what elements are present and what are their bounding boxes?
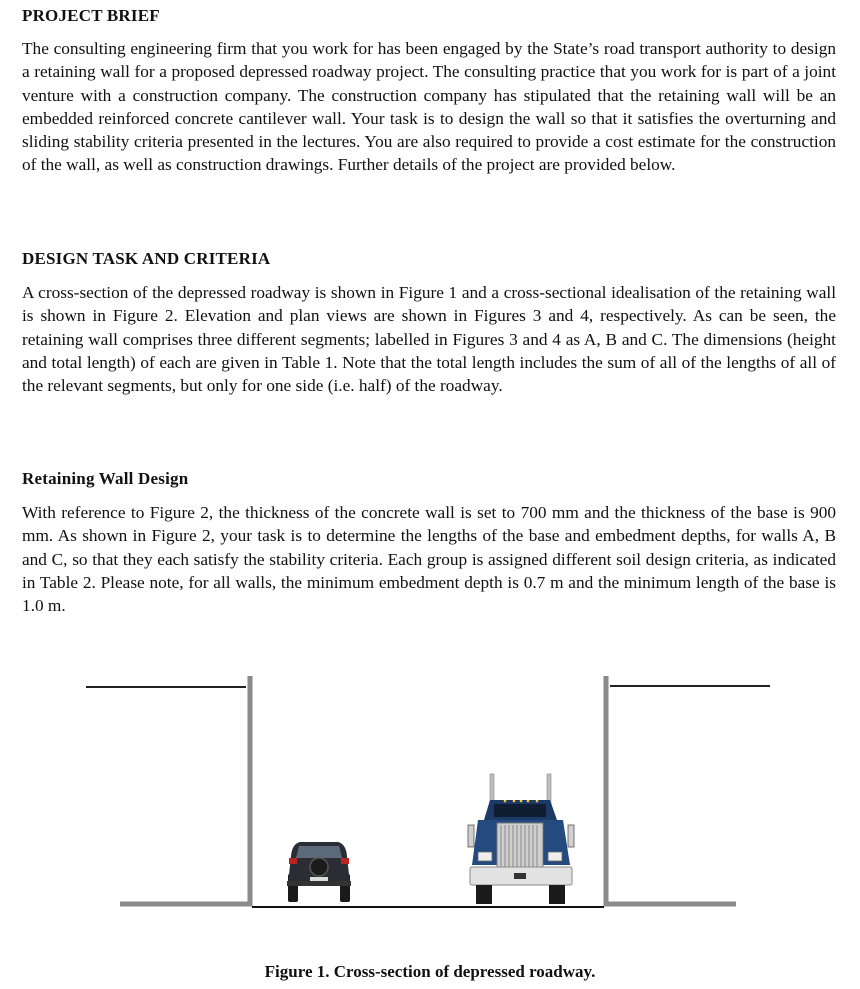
figure-caption: Figure 1. Cross-section of depressed roadway. (264, 962, 596, 981)
cross-section-figure (0, 660, 860, 920)
truck-icon (468, 774, 574, 904)
right-retaining-wall (606, 676, 736, 904)
project-brief-heading: PROJECT BRIEF (22, 6, 160, 25)
car-icon (287, 842, 351, 902)
left-retaining-wall (120, 676, 250, 904)
retaining-wall-paragraph: With reference to Figure 2, the thickness of the concrete wall is set to 700 mm and the thickness of the base is 900 mm. As shown in Figure 2, your task is to determine the lengths of the base and embedment depths, for walls A, B and C, so that they each satisfy the stability criteria. Each group is assigned different soil design criteria, as indicated in Table 2. Please note, for all walls, the minimum embedment depth is 0.7 m and the minimum length of the base is 1.0 m. (22, 503, 836, 616)
project-brief-paragraph: The consulting engineering firm that you work for has been engaged by the State’s road transport authority to design a retaining wall for a proposed depressed roadway project. The consulting practice that you work for is part of a joint venture with a construction company. The construction company has stipulated that the retaining wall will be an embedded reinforced concrete cantilever wall. Your task is to design the wall so that it satisfies the overturning and sliding stability criteria presented in the lectures. You are also required to provide a cost estimate for the construction of the wall, as well as construction drawings. Further details of the project are provided below. (22, 39, 836, 175)
retaining-wall-heading: Retaining Wall Design (22, 469, 189, 488)
design-task-heading: DESIGN TASK AND CRITERIA (22, 249, 271, 268)
design-task-paragraph: A cross-section of the depressed roadway is shown in Figure 1 and a cross-sectional idealisation of the retaining wall is shown in Figure 2. Elevation and plan views are shown in Figures 3 and 4, respectively. As can be seen, the retaining wall comprises three different segments; labelled in Figures 3 and 4 as A, B and C. The dimensions (height and total length) of each are given in Table 1. Note that the total length includes the sum of all of the lengths of all of the relevant segments, but only for one side (i.e. half) of the roadway. (22, 283, 836, 396)
